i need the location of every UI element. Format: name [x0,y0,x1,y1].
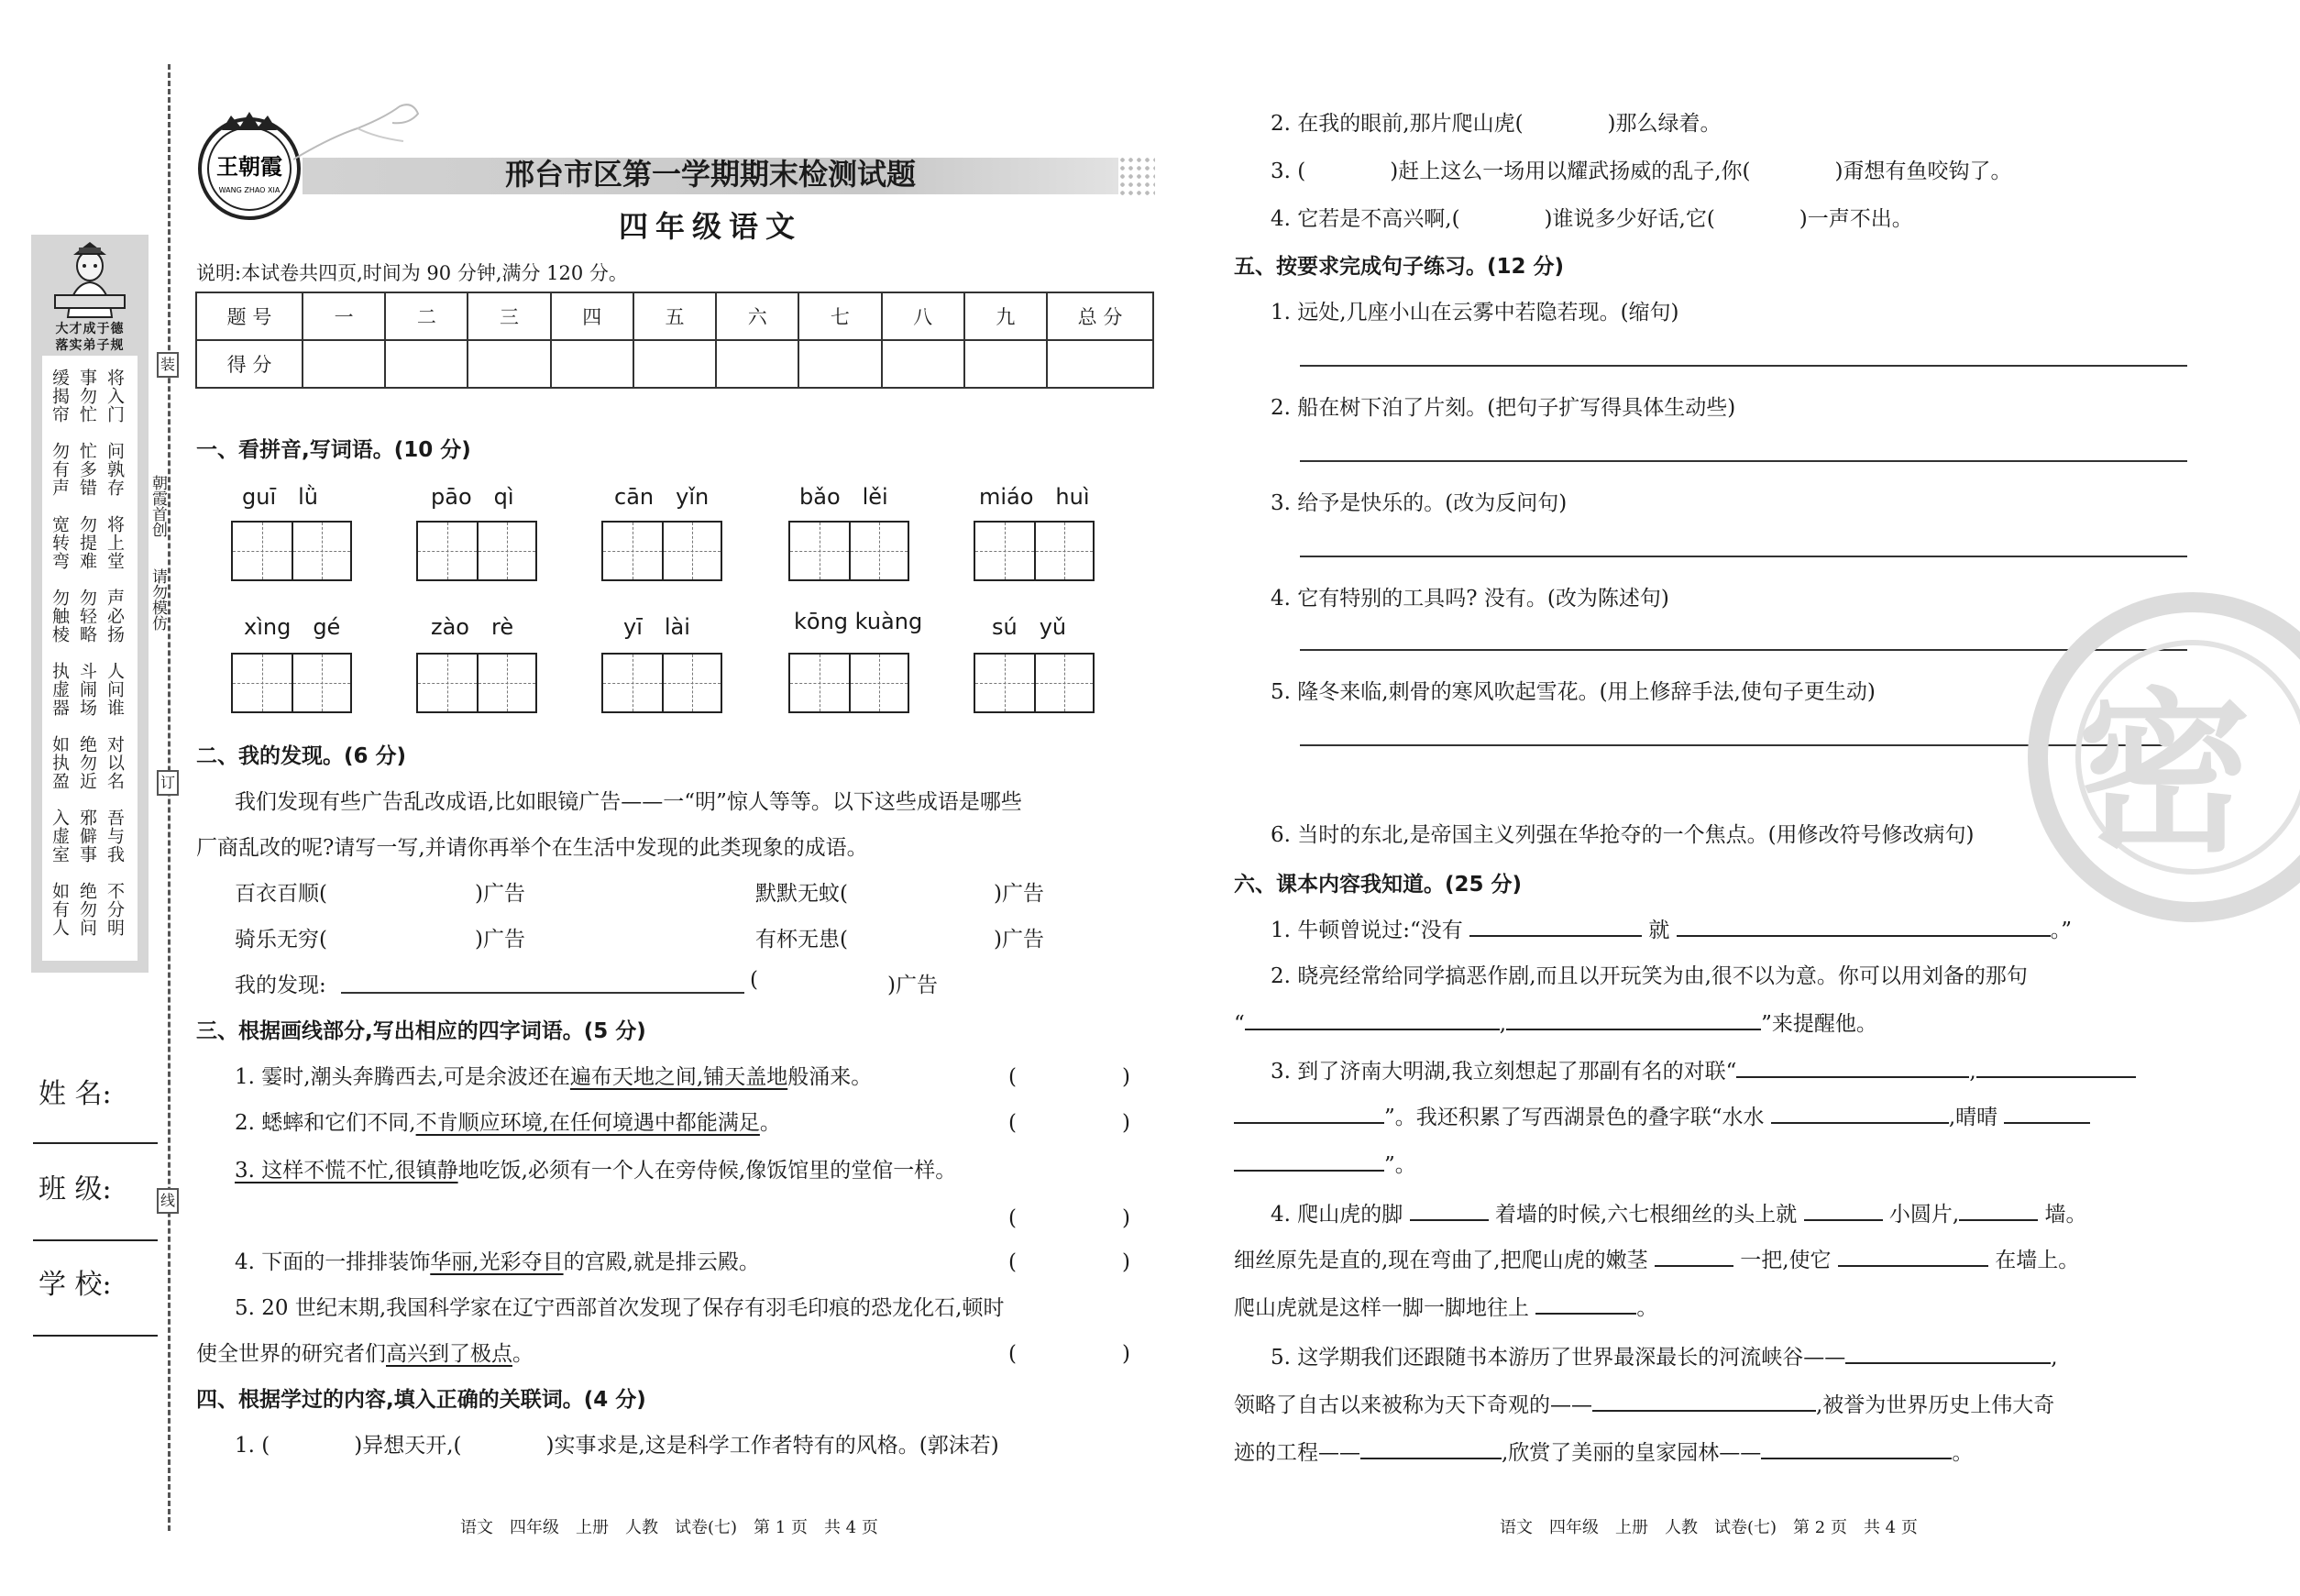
fill-blank[interactable] [2004,1104,2090,1124]
s4-question-1: 1. ( )异想天开,( )实事求是,这是科学工作者特有的风格。(郭沫若) [235,1434,999,1458]
scholar-icon [31,235,149,321]
motto-column: 吾与我 [105,809,125,864]
motto-column: 斗闹场 [77,662,97,717]
binding-mark-zhuang: 装 [157,352,179,378]
score-header-cell: 三 [468,292,550,340]
s4-question-2: 2. 在我的眼前,那片爬山虎( )那么绿着。 [1271,112,1722,136]
class-label: 班 级: [39,1173,112,1205]
fill-blank[interactable] [1655,1247,1733,1267]
motto-caption-1: 大才成于德 [55,322,125,336]
s3-question-1: 1. 霎时,潮头奔腾西去,可是余波还在遍布天地之间,铺天盖地般涌来。 [235,1065,873,1089]
pinyin-label: bǎo lěi [799,484,888,510]
score-cell[interactable] [551,340,633,388]
motto-column: 声必扬 [105,589,125,644]
character-grid[interactable] [231,653,352,713]
character-grid[interactable] [974,653,1095,713]
s5-question-3: 3. 给予是快乐的。(改为反问句) [1271,491,1568,515]
fill-blank[interactable] [1976,1058,2136,1078]
score-header-cell: 七 [798,292,881,340]
motto-column: 如有人 [50,882,70,937]
answer-paren[interactable]: ( ) [1008,1342,1130,1366]
score-row-label: 得 分 [196,340,303,388]
score-header-cell: 五 [633,292,716,340]
motto-column: 勿有声 [50,442,70,497]
fill-blank[interactable] [1535,1294,1636,1315]
character-grid[interactable] [231,521,352,581]
motto-column: 如执盈 [50,735,70,790]
s6-question-3-line-3: ”。 [1234,1148,1416,1178]
s6-question-5-line-1: 5. 这学期我们还跟随书本游历了世界最深最长的河流峡谷—— , [1271,1346,2058,1370]
fill-blank[interactable] [1234,1151,1384,1172]
ad-suffix: )广告 [994,928,1044,952]
pinyin-label: miáo huì [979,484,1090,510]
section-3-heading: 三、根据画线部分,写出相应的四字词语。(5 分) [196,1019,646,1043]
fill-blank[interactable] [1736,1058,1969,1078]
score-header-cell: 九 [964,292,1047,340]
exam-subtitle: 四年级语文 [618,209,802,244]
s5-question-4: 4. 它有特别的工具吗? 没有。(改为陈述句) [1271,587,1669,611]
answer-paren[interactable]: ( ) [1008,1206,1130,1230]
pinyin-label: xìng gé [244,614,341,640]
s5-question-5: 5. 隆冬来临,刺骨的寒风吹起雪花。(用上修辞手法,使句子更生动) [1271,680,1876,704]
score-header-cell: 八 [882,292,964,340]
s4-question-4: 4. 它若是不高兴啊,( )谁说多少好话,它( )一声不出。 [1271,207,1913,231]
s6-question-5-line-2: 领略了自古以来被称为天下奇观的—— ,被誉为世界历史上伟大奇 [1234,1393,2055,1417]
score-header-cell: 四 [551,292,633,340]
s3-question-2: 2. 蟋蟀和它们不同,不肯顺应环境,在任何境遇中都能满足。 [235,1111,781,1135]
section-6-heading: 六、课本内容我知道。(25 分) [1234,873,1523,897]
score-cell[interactable] [964,340,1047,388]
discovery-ad-suffix: )广告 [887,974,938,997]
pinyin-label: sú yǔ [992,614,1067,640]
s5-question-2: 2. 船在树下泊了片刻。(把句子扩写得具体生动些) [1271,396,1736,420]
ad-item-1: 百衣百顺( [235,882,327,906]
exam-instructions: 说明:本试卷共四页,时间为 90 分钟,满分 120 分。 [196,262,628,284]
page-1-footer: 语文 四年级 上册 人教 试卷(七) 第 1 页 共 4 页 [460,1518,878,1537]
fill-blank[interactable] [1506,1010,1761,1030]
s5-question-6: 6. 当时的东北,是帝国主义列强在华抢夺的一个焦点。(用修改符号修改病句) [1271,823,1975,847]
section-4-heading: 四、根据学过的内容,填入正确的关联词。(4 分) [196,1388,646,1412]
motto-column: 勿触棱 [50,589,70,644]
s5-answer-line-2[interactable] [1300,460,2187,462]
discovery-paren-open: ( [750,968,758,992]
binding-mark-ding: 订 [157,770,179,796]
section-5-heading: 五、按要求完成句子练习。(12 分) [1234,255,1565,279]
copyright-note-2: 请勿模仿 [149,568,167,631]
fill-blank[interactable] [1234,1104,1384,1124]
logo-subtext: WANG ZHAO XIA [218,186,281,194]
fill-blank[interactable] [1245,1010,1500,1030]
fill-blank[interactable] [1469,917,1642,937]
fill-blank[interactable] [1761,1439,1952,1459]
pinyin-label: pāo qì [431,484,514,510]
character-grid[interactable] [416,653,537,713]
binding-dashed-line [168,64,171,1531]
motto-column: 缓揭帘 [50,369,70,424]
s6-question-1: 1. 牛顿曾说过:“没有 就 。” [1271,919,2072,942]
motto-column: 勿提难 [77,515,97,570]
ad-suffix: )广告 [475,882,525,906]
s6-question-5-line-3: 迹的工程—— ,欣赏了美丽的皇家园林—— 。 [1234,1441,1974,1465]
ad-item-4: 有杯无患( [755,928,848,952]
s6-question-2-line-2: “ , ”来提醒他。 [1234,1012,1877,1036]
fill-blank[interactable] [1771,1104,1949,1124]
score-header-cell: 六 [716,292,798,340]
motto-column: 对以名 [105,735,125,790]
score-header-cell: 总 分 [1047,292,1153,340]
s6-question-4-line-3: 爬山虎就是这样一脚一脚地往上 。 [1234,1296,1658,1320]
banner-dots [1118,156,1155,196]
ad-suffix: )广告 [994,882,1044,906]
s5-answer-line-1[interactable] [1300,365,2187,367]
answer-paren[interactable]: ( ) [1008,1065,1130,1089]
score-cell[interactable] [798,340,881,388]
motto-column: 将上堂 [105,515,125,570]
character-grid[interactable] [416,521,537,581]
fill-blank[interactable] [1592,1392,1816,1412]
motto-text-area [42,356,138,961]
s6-question-2-line-1: 2. 晓亮经常给同学搞恶作剧,而且以开玩笑为由,很不以为意。你可以用刘备的那句 [1271,964,2028,988]
score-cell[interactable] [1047,340,1153,388]
s3-question-4: 4. 下面的一排排装饰华丽,光彩夺目的宫殿,就是排云殿。 [235,1250,760,1274]
s3-question-3: 3. 这样不慌不忙,很镇静地吃饭,必须有一个人在旁侍候,像饭馆里的堂倌一样。 [235,1159,957,1183]
s6-question-4-line-1: 4. 爬山虎的脚 着墙的时候,六七根细丝的头上就 小圆片, 墙。 [1271,1203,2087,1227]
fill-blank[interactable] [1845,1344,2051,1364]
section-2-heading: 二、我的发现。(6 分) [196,744,407,768]
answer-paren[interactable]: ( ) [1008,1250,1130,1274]
character-grid[interactable] [601,521,722,581]
character-grid[interactable] [974,521,1095,581]
page-2-footer: 语文 四年级 上册 人教 试卷(七) 第 2 页 共 4 页 [1500,1518,1918,1537]
school-field[interactable] [33,1335,158,1337]
fill-blank[interactable] [1677,917,2051,937]
score-table [195,292,1154,389]
s6-question-3-line-2: ”。我还积累了写西湖景色的叠字联“水水 ,晴晴 [1234,1100,2090,1130]
exam-title: 邢台市区第一学期期末检测试题 [504,157,916,192]
pinyin-label: kōng kuàng [794,609,923,634]
motto-column: 将入门 [105,369,125,424]
character-grid[interactable] [601,653,722,713]
discovery-label: 我的发现: [235,974,326,997]
fill-blank[interactable] [1959,1201,2038,1221]
watermark-stamp [2028,592,2300,922]
name-label: 姓 名: [39,1078,112,1110]
motto-column: 绝勿问 [77,882,97,937]
score-cell[interactable] [468,340,550,388]
motto-caption-2: 落实弟子规 [55,338,125,353]
logo-text: 王朝霞 [216,153,282,180]
score-table-score-row [196,340,1153,388]
motto-column: 绝勿近 [77,735,97,790]
fill-blank[interactable] [1838,1247,1988,1267]
motto-panel [31,235,149,973]
section-2-paragraph-2: 厂商乱改的呢?请写一写,并请你再举个在生活中发现的此类现象的成语。 [196,836,868,860]
motto-column: 事勿忙 [77,369,97,424]
discovery-answer-line[interactable] [341,992,744,994]
score-cell[interactable] [633,340,716,388]
motto-column: 宽转弯 [50,515,70,570]
fill-blank[interactable] [1410,1201,1489,1221]
score-cell[interactable] [303,340,385,388]
binding-mark-xian: 线 [157,1188,179,1214]
pinyin-label: cān yǐn [614,484,710,510]
answer-paren[interactable]: ( ) [1008,1111,1130,1135]
ad-item-3: 骑乐无穷( [235,928,327,952]
motto-column: 邪僻事 [77,809,97,864]
score-cell[interactable] [882,340,964,388]
pinyin-label: yī lài [623,614,690,640]
section-1-heading: 一、看拼音,写词语。(10 分) [196,438,471,462]
s5-answer-line-4[interactable] [1300,649,2187,651]
motto-column: 人问谁 [105,662,125,717]
score-cell[interactable] [385,340,468,388]
motto-column: 入虚室 [50,809,70,864]
class-field[interactable] [33,1239,158,1241]
motto-column: 忙多错 [77,442,97,497]
name-field[interactable] [33,1142,158,1144]
s3-question-5-line-2: 使全世界的研究者们高兴到了极点。 [196,1342,534,1366]
score-header-cell: 二 [385,292,468,340]
motto-column: 不分明 [105,882,125,937]
s6-question-3-line-1: 3. 到了济南大明湖,我立刻想起了那副有名的对联“ , [1271,1054,2136,1084]
s3-question-5-line-1: 5. 20 世纪末期,我国科学家在辽宁西部首次发现了保存有羽毛印痕的恐龙化石,顿时 [235,1296,1005,1320]
pinyin-label: zào rè [431,614,514,640]
copyright-note-1: 朝霞首创 [149,475,167,537]
score-header-cell: 一 [303,292,385,340]
section-2-paragraph-1: 我们发现有些广告乱改成语,比如眼镜广告——一“明”惊人等等。以下这些成语是哪些 [235,790,1022,814]
character-grid[interactable] [788,653,909,713]
school-label: 学 校: [39,1269,112,1301]
watermark-glyph: 密 [2077,673,2252,875]
pinyin-label: guī lǜ [242,484,318,510]
s5-question-1: 1. 远处,几座小山在云雾中若隐若现。(缩句) [1271,301,1679,325]
motto-column: 勿轻略 [77,589,97,644]
fill-blank[interactable] [1804,1201,1883,1221]
ad-suffix: )广告 [475,928,525,952]
score-table-header-row [196,292,1153,340]
score-header-cell: 题 号 [196,292,303,340]
ad-item-2: 默默无蚊( [755,882,848,906]
brand-logo [194,112,304,222]
motto-column: 问孰存 [105,442,125,497]
s6-question-4-line-2: 细丝原先是直的,现在弯曲了,把爬山虎的嫩茎 一把,使它 在墙上。 [1234,1249,2080,1272]
s4-question-3: 3. ( )赶上这么一场用以耀武扬威的乱子,你( )甭想有鱼咬钩了。 [1271,160,2012,183]
character-grid[interactable] [788,521,909,581]
motto-column: 执虚器 [50,662,70,717]
s5-answer-line-3[interactable] [1300,556,2187,557]
score-cell[interactable] [716,340,798,388]
fill-blank[interactable] [1360,1439,1502,1459]
